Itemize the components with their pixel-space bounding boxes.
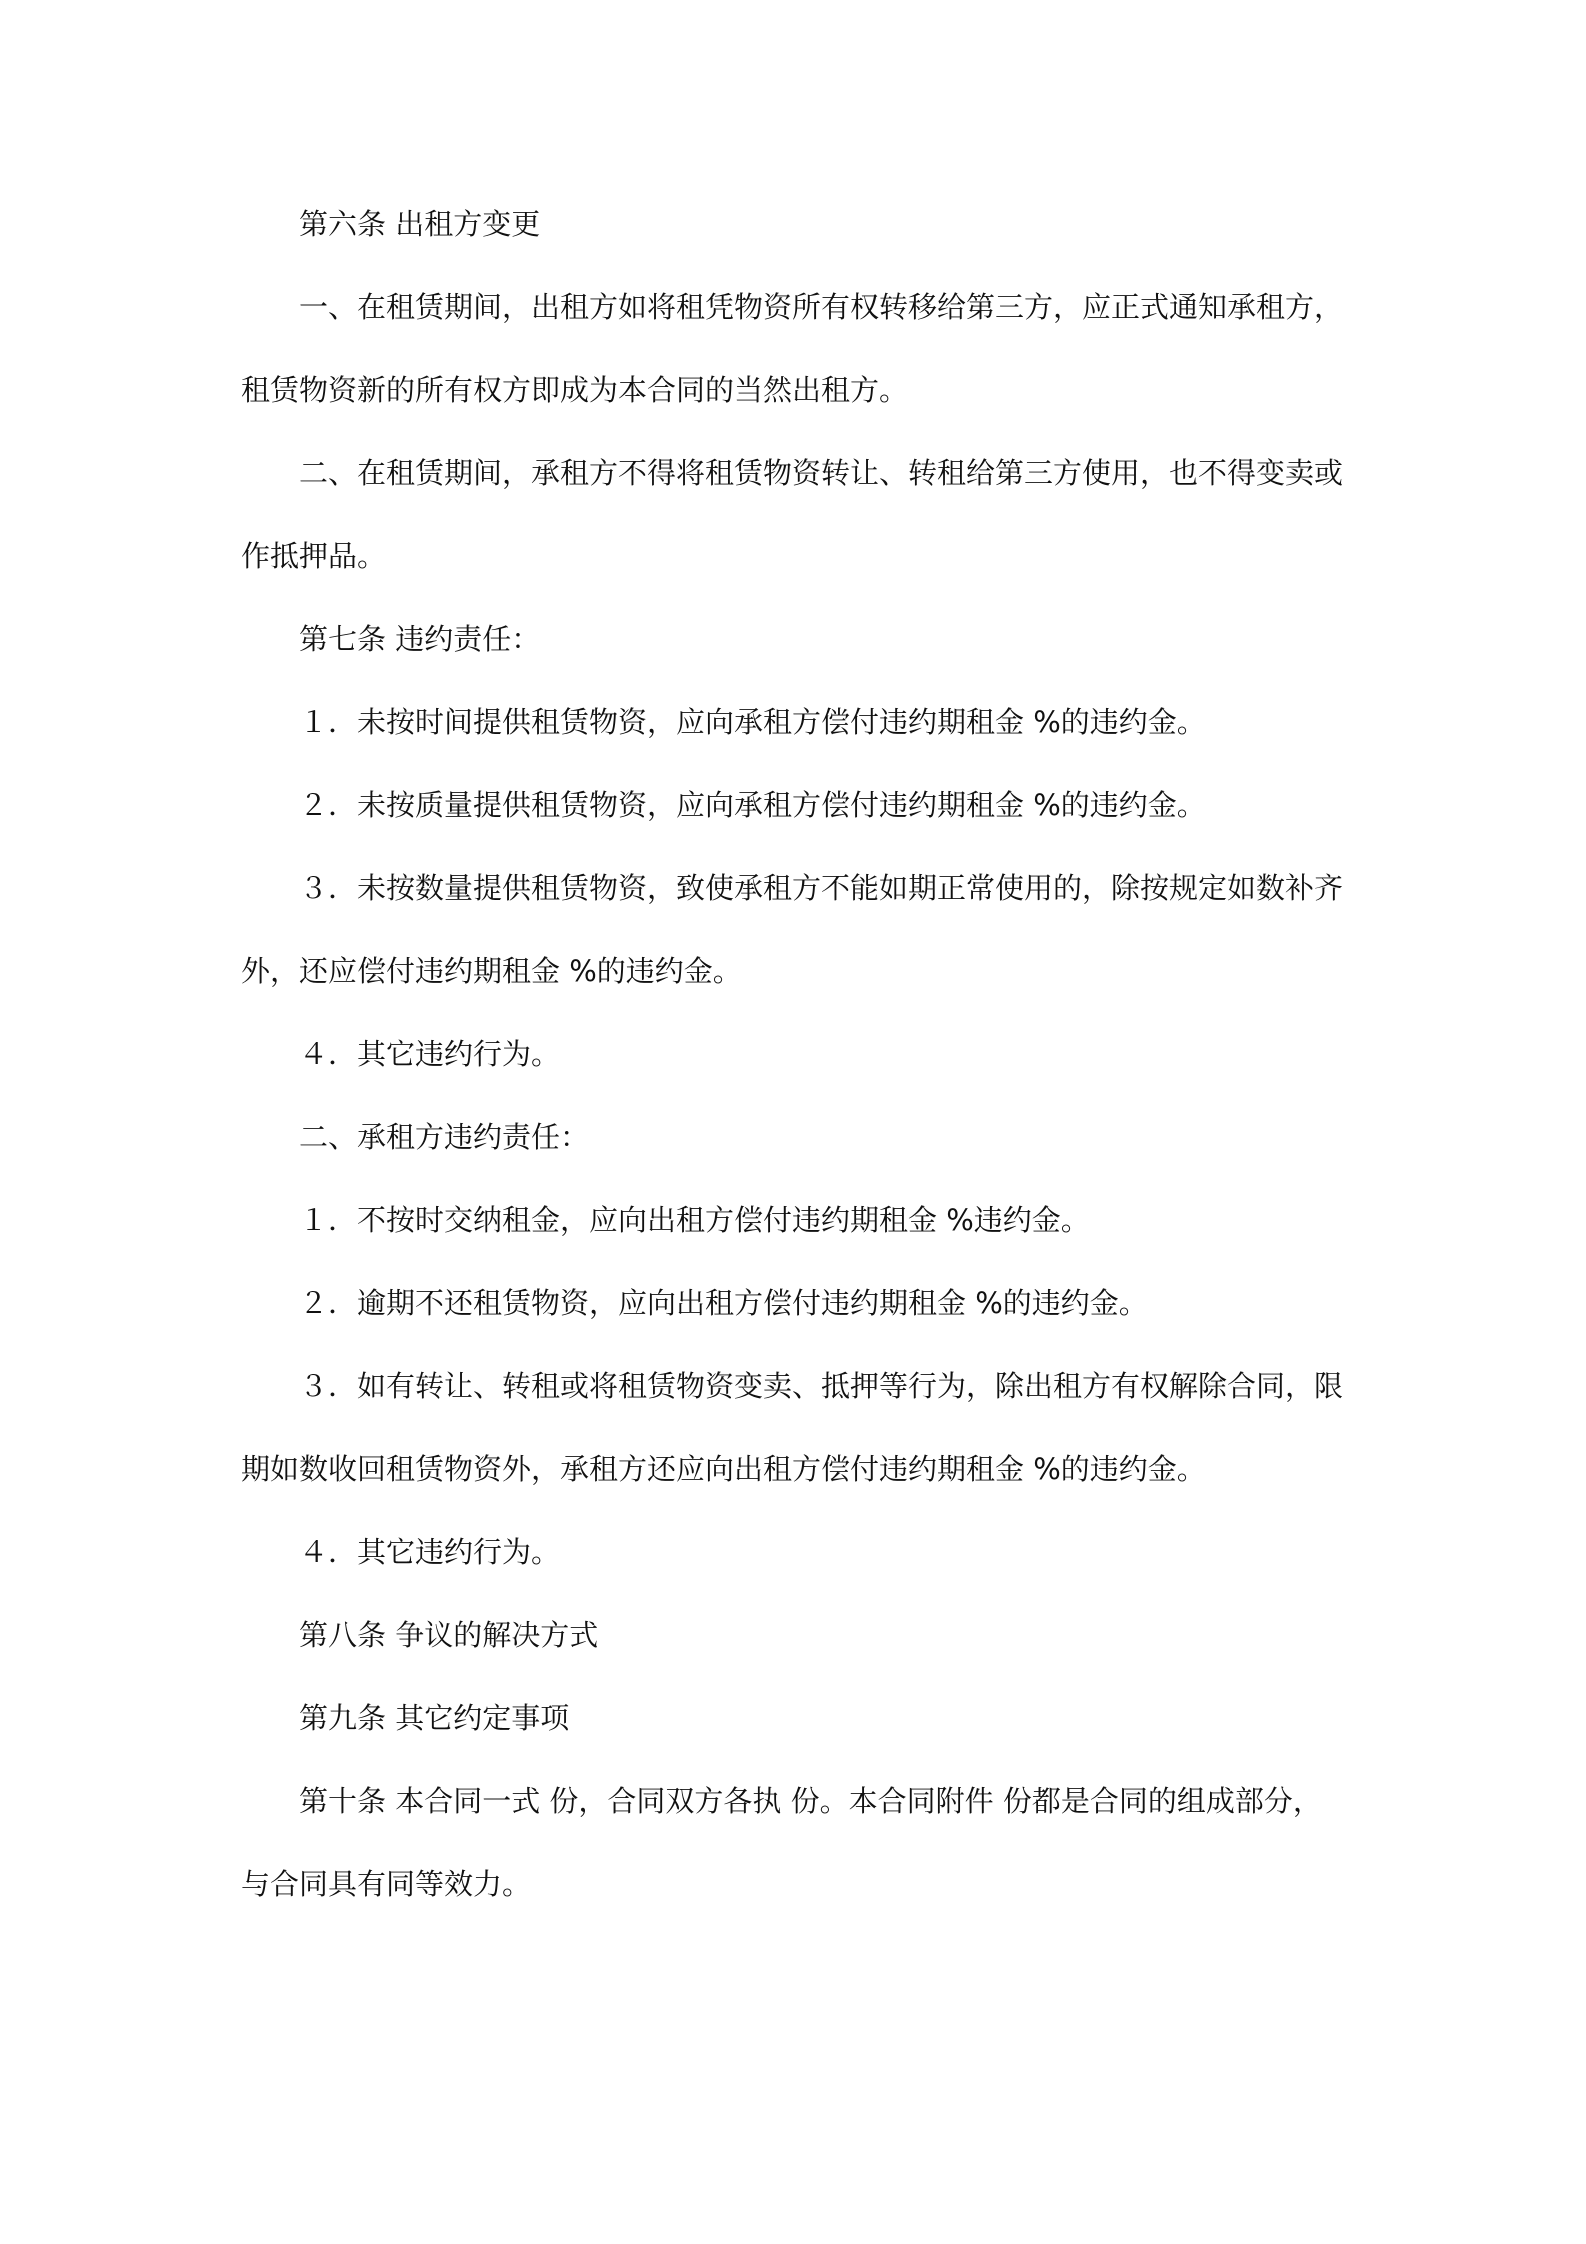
article-6-clause-1-cont: 租赁物资新的所有权方即成为本合同的当然出租方。 [241, 373, 909, 407]
lessee-breach-heading: 二、承租方违约责任： [299, 1120, 590, 1154]
lessee-breach-item-4: ４．其它违约行为。 [299, 1535, 561, 1569]
article-6-clause-1: 一、在租赁期间，出租方如将租凭物资所有权转移给第三方，应正式通知承租方， [299, 290, 1344, 324]
article-7-heading: 第七条 违约责任： [299, 622, 541, 656]
article-6-clause-2: 二、在租赁期间，承租方不得将租赁物资转让、转租给第三方使用，也不得变卖或 [299, 456, 1344, 490]
lessor-breach-item-3-cont: 外，还应偿付违约期租金 %的违约金。 [241, 954, 742, 988]
article-10-text-cont: 与合同具有同等效力。 [241, 1867, 532, 1901]
lessee-breach-item-3-cont: 期如数收回租赁物资外，承租方还应向出租方偿付违约期租金 %的违约金。 [241, 1452, 1206, 1486]
article-6-heading: 第六条 出租方变更 [299, 207, 541, 241]
lessee-breach-item-1: １．不按时交纳租金，应向出租方偿付违约期租金 %违约金。 [299, 1203, 1090, 1237]
lessor-breach-item-4: ４．其它违约行为。 [299, 1037, 561, 1071]
lessee-breach-item-3: ３．如有转让、转租或将租赁物资变卖、抵押等行为，除出租方有权解除合同，限 [299, 1369, 1344, 1403]
article-9-heading: 第九条 其它约定事项 [299, 1701, 570, 1735]
lessor-breach-item-3: ３．未按数量提供租赁物资，致使承租方不能如期正常使用的，除按规定如数补齐 [299, 871, 1344, 905]
article-6-clause-2-cont: 作抵押品。 [241, 539, 387, 573]
lessor-breach-item-1: １．未按时间提供租赁物资，应向承租方偿付违约期租金 %的违约金。 [299, 705, 1206, 739]
lessee-breach-item-2: ２．逾期不还租赁物资，应向出租方偿付违约期租金 %的违约金。 [299, 1286, 1148, 1320]
article-8-heading: 第八条 争议的解决方式 [299, 1618, 599, 1652]
article-10-text: 第十条 本合同一式 份，合同双方各执 份。本合同附件 份都是合同的组成部分， [299, 1784, 1322, 1818]
lessor-breach-item-2: ２．未按质量提供租赁物资，应向承租方偿付违约期租金 %的违约金。 [299, 788, 1206, 822]
